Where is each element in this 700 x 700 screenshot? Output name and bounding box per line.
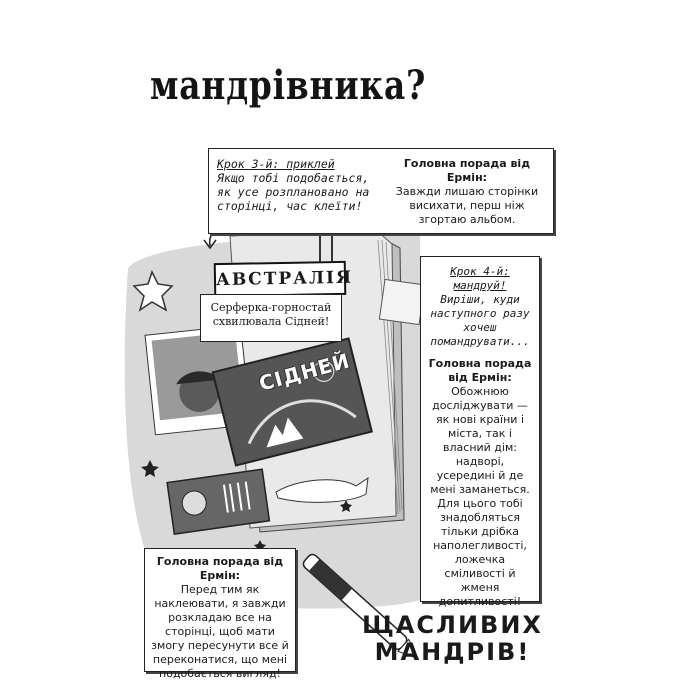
bottom-tip-box bbox=[144, 548, 296, 680]
step4-box bbox=[420, 256, 540, 608]
step4-tip-body: Обожнюю досліджувати — як нові країни і міста, так і власний дім: надворі, усередині й де мені заманеться. Для цього тобі знадобляться тільки дрібка наполегливості, ложечка сміливості й жменя допитливості! bbox=[430, 385, 530, 608]
step3-heading: Крок 3-й: приклей bbox=[217, 157, 335, 171]
australia-banner: АВСТРАЛІЯ bbox=[214, 261, 347, 297]
step4-tip-heading: Головна порада від Ермін: bbox=[428, 357, 532, 384]
step3-body: Якщо тобі подобається, як усе розплановано на сторінці, час клеїти! bbox=[217, 171, 370, 213]
bottom-tip-content bbox=[151, 555, 289, 681]
step3-tip-heading: Головна порада від Ермін: bbox=[403, 157, 531, 184]
step4-content bbox=[427, 265, 533, 609]
page-title: мандрівника? bbox=[150, 62, 427, 109]
postcard-title: СІДНЕЙ bbox=[256, 348, 353, 396]
step3-tip bbox=[389, 157, 545, 227]
step4-body: Виріши, куди наступного разу хочеш помандрувати... bbox=[430, 293, 530, 348]
bottom-tip-body: Перед тим як наклеювати, я завжди розкладаю все на сторінці, щоб мати змогу пересунути все й переконатися, що мені подобається вигляд! bbox=[151, 583, 289, 680]
grid-paper-note bbox=[379, 279, 424, 324]
step3-instructions bbox=[217, 157, 377, 213]
scrapbook-caption: Серферка-горностай схвилювала Сідней! bbox=[200, 294, 342, 342]
footer-line-1: ЩАСЛИВИХ bbox=[362, 611, 543, 639]
footer-text bbox=[362, 612, 543, 666]
step3-box bbox=[208, 148, 554, 234]
bottom-tip-heading: Головна порада від Ермін: bbox=[156, 555, 284, 582]
step4-heading: Крок 4-й: мандруй! bbox=[450, 265, 510, 292]
footer-line-2: МАНДРІВ! bbox=[374, 638, 531, 666]
step3-tip-body: Завжди лишаю сторінки висихати, перш ніж згортаю альбом. bbox=[395, 185, 539, 226]
